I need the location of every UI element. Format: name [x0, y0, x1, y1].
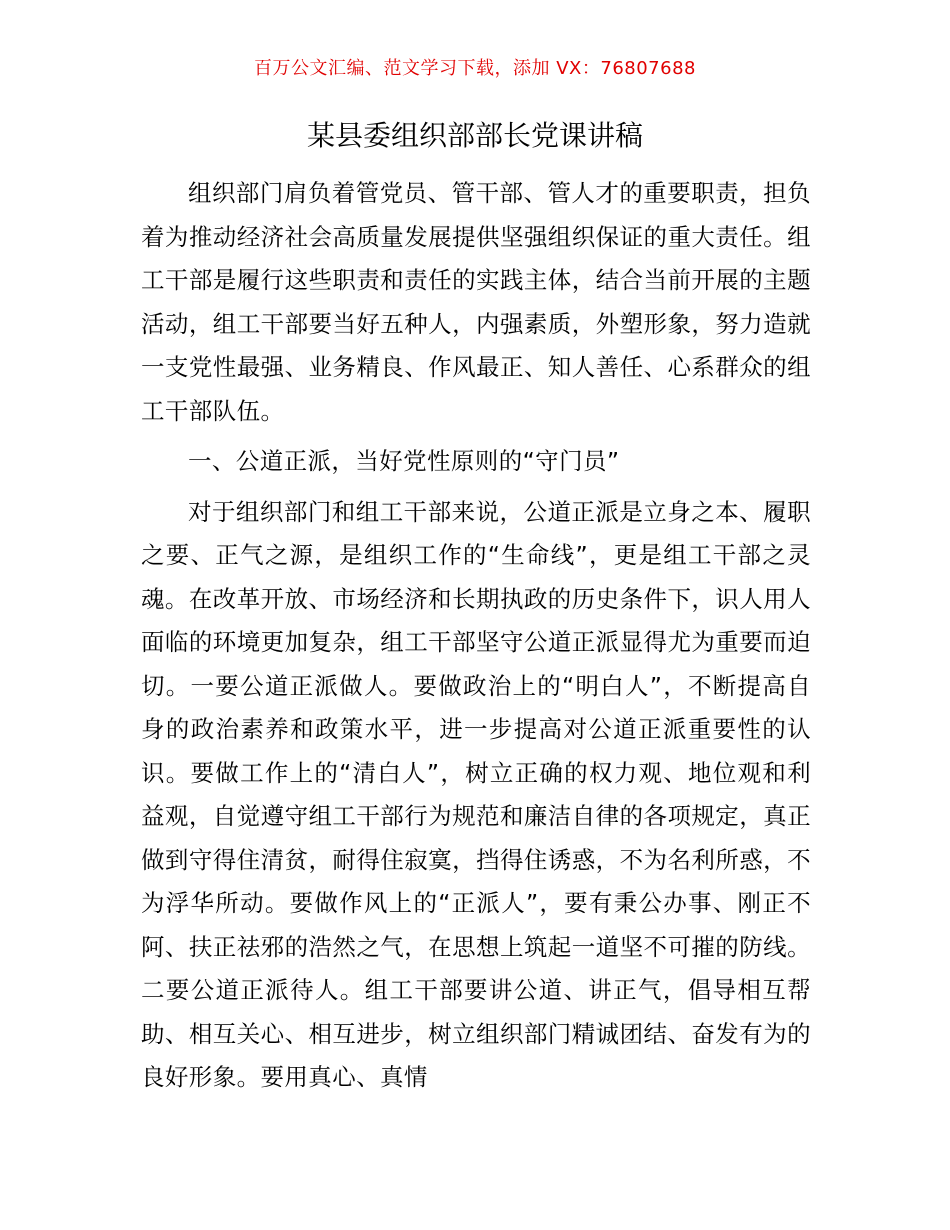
section-heading: 一、公道正派，当好党性原则的“守门员” [188, 447, 620, 475]
paragraph-section-one: 对于组织部门和组工干部来说，公道正派是立身之本、履职之要、正气之源，是组织工作的“生命线”，更是组工干部之灵魂。在改革开放、市场经济和长期执政的历史条件下，识人用人面临的环境更加复杂，组工干部坚守公道正派显得尤为重要而迫切。一要公道正派做人。要做政治上的“明白人”，不断提高自身的政治素养和政策水平，进一步提高对公道正派重要性的认识。要做工作上的“清白人”，树立正确的权力观、地位观和利益观，自觉遵守组工干部行为规范和廉洁自律的各项规定，真正做到守得住清贫，耐得住寂寞，挡得住诱惑，不为名利所惑，不为浮华所动。要做作风上的“正派人”，要有秉公办事、刚正不阿、扶正祛邪的浩然之气，在思想上筑起一道坚不可摧的防线。二要公道正派待人。组工干部要讲公道、讲正气，倡导相互帮助、相互关心、相互进步，树立组织部门精诚团结、奋发有为的良好形象。要用真心、真情 [141, 497, 811, 1091]
document-body [141, 172, 811, 1107]
paragraph-intro: 组织部门肩负着管党员、管干部、管人才的重要职责，担负着为推动经济社会高质量发展提供坚强组织保证的重大责任。组工干部是履行这些职责和责任的实践主体，结合当前开展的主题活动，组工干部要当好五种人，内强素质，外塑形象，努力造就一支党性最强、业务精良、作风最正、知人善任、心系群众的组工干部队伍。 [141, 179, 811, 425]
header-note: 百万公文汇编、范文学习下载，添加 VX：76807688 [254, 58, 696, 79]
document-title: 某县委组织部部长党课讲稿 [306, 119, 643, 152]
